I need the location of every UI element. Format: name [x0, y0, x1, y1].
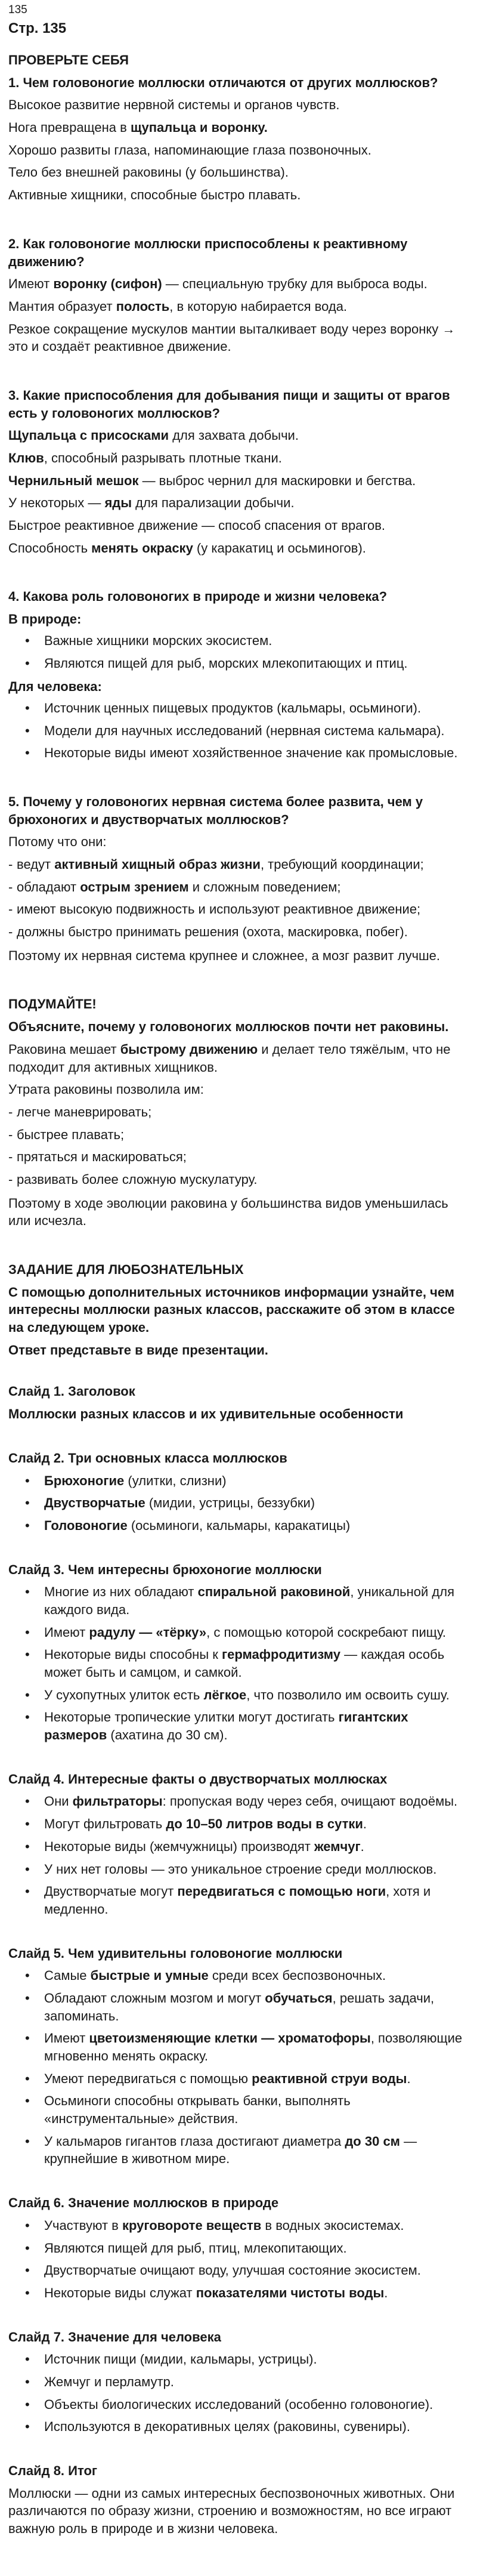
- question-5: [8, 793, 469, 965]
- bold-text: реактивной струи воды: [252, 2071, 407, 2086]
- answer-conclusion: Поэтому их нервная система крупнее и сложнее, а мозг развит лучше.: [8, 948, 441, 963]
- text: Жемчуг и перламутр.: [44, 2374, 174, 2389]
- slide-list: [8, 1472, 469, 1535]
- list-item: [8, 2217, 469, 2235]
- list-item: • Некоторые виды имеют хозяйственное значение как промысловые.: [8, 744, 469, 762]
- list-item: [8, 1815, 469, 1833]
- text: : пропуская воду через себя, очищают водоёмы.: [162, 1794, 458, 1809]
- list-item: [8, 1838, 469, 1856]
- list-item: [8, 1624, 469, 1642]
- text: (осьминоги, кальмары, каракатицы): [127, 1517, 351, 1533]
- page-number: 135: [8, 4, 27, 16]
- text: Умеют передвигаться с помощью: [44, 2071, 252, 2086]
- answer-line: [8, 517, 469, 535]
- slide-5: [8, 1945, 469, 2168]
- list-item: [8, 1967, 469, 1985]
- text: в водных экосистемах.: [261, 2217, 404, 2233]
- text: Могут фильтровать: [44, 1816, 166, 1832]
- text: Способность: [8, 540, 92, 556]
- list-item: [8, 1494, 469, 1512]
- list-item: [8, 1708, 469, 1744]
- text: (ахатина до 30 см).: [107, 1727, 228, 1743]
- text: , позволяющие мгновенно менять окраску.: [44, 2031, 463, 2064]
- text: Имеют: [44, 1624, 89, 1640]
- bold-text: Клюв: [8, 451, 44, 466]
- list-item: [8, 923, 469, 941]
- list-item: [8, 1517, 469, 1535]
- question-text: 4. Какова роль головоногих в природе и жизни человека?: [8, 589, 388, 604]
- text: Раковина мешает: [8, 1041, 120, 1057]
- reasons-list: [8, 856, 469, 941]
- slide-title: Слайд 1. Заголовок: [8, 1384, 135, 1399]
- bold-text: быстрые и умные: [90, 1968, 209, 1983]
- bold-text: Головоногие: [44, 1517, 128, 1533]
- text: У кальмаров гигантов глаза достигают диаметра: [44, 2133, 345, 2149]
- question-3: [8, 387, 469, 557]
- text: имеют высокую подвижность и используют реактивное движение;: [17, 902, 421, 917]
- bold-text: воронку (сифон): [53, 276, 162, 292]
- list-item: • Модели для научных исследований (нервная система кальмара).: [8, 722, 469, 740]
- text: Тело без внешней раковины (у большинства).: [8, 165, 289, 180]
- slide-list: [8, 1793, 469, 1918]
- text: Имеют: [8, 276, 54, 292]
- human-label: Для человека:: [8, 679, 102, 695]
- text: Двустворчатые могут: [44, 1884, 178, 1899]
- list-item: [8, 2284, 469, 2302]
- bold-text: острым зрением: [80, 879, 189, 894]
- list-item: [8, 1861, 469, 1878]
- answer-line: [8, 141, 469, 159]
- text: Двустворчатые очищают воду, улучшая состояние экосистем.: [44, 2263, 421, 2278]
- bold-text: спиральной раковиной: [197, 1584, 351, 1600]
- text: Хорошо развиты глаза, напоминающие глаза позвоночных.: [8, 142, 371, 158]
- text: Высокое развитие нервной системы и органов чувств.: [8, 97, 340, 113]
- list-item: [8, 1793, 469, 1810]
- task-section: [8, 1261, 469, 1359]
- text: обладают: [17, 879, 80, 894]
- think-list: [8, 1103, 469, 1189]
- list-item: [8, 2350, 469, 2368]
- text: для парализации добычи.: [132, 495, 295, 511]
- text: Многие из них обладают: [44, 1584, 198, 1600]
- think-question: Объясните, почему у головоногих моллюсков почти нет раковины.: [8, 1019, 449, 1035]
- bold-text: жемчуг: [314, 1838, 361, 1854]
- text: (у каракатиц и осьминогов).: [193, 540, 366, 556]
- list-item: [8, 1989, 469, 2025]
- text: Самые: [44, 1968, 91, 1983]
- slide-title: Слайд 8. Итог: [8, 2463, 98, 2479]
- think-title: ПОДУМАЙТЕ!: [8, 997, 97, 1012]
- answer-line: [8, 163, 469, 181]
- task-text: С помощью дополнительных источников информации узнайте, чем интересны моллюски разных классов, расскажите об этом в классе на следующем уроке.: [8, 1284, 455, 1335]
- answer-intro: Потому что они:: [8, 834, 107, 850]
- bold-text: быстрому движению: [120, 1041, 258, 1057]
- question-text: 3. Какие приспособления для добывания пищи и защиты от врагов есть у головоногих моллюсков?: [8, 387, 450, 421]
- think-section: [8, 995, 469, 1230]
- answer-line: [8, 275, 469, 293]
- text: Некоторые виды способны к: [44, 1647, 222, 1662]
- list-item: [8, 2396, 469, 2414]
- slide-text: Моллюски разных классов и их удивительные особенности: [8, 1406, 404, 1422]
- list-item: [8, 2239, 469, 2257]
- bold-text: гермафродитизму: [222, 1647, 340, 1662]
- text: Участвуют в: [44, 2217, 122, 2233]
- bold-text: Брюхоногие: [44, 1473, 125, 1488]
- answer-line: [8, 96, 469, 114]
- slides-list: [8, 1383, 469, 2537]
- text: Осьминоги способны открывать банки, выполнять «инструментальные» действия.: [44, 2093, 351, 2127]
- bold-text: активный хищный образ жизни: [54, 857, 261, 872]
- slide-8: [8, 2462, 469, 2538]
- text: среди всех беспозвоночных.: [208, 1968, 386, 1983]
- bold-text: фильтраторы: [72, 1794, 163, 1809]
- slide-1: [8, 1383, 469, 1423]
- list-item: [8, 2418, 469, 2436]
- text: Обладают сложным мозгом и могут: [44, 1990, 265, 2006]
- text: Резкое сокращение мускулов мантии выталкивает воду через воронку → это и создаёт реактивное движение.: [8, 321, 456, 354]
- list-item: - прятаться и маскироваться;: [8, 1148, 469, 1166]
- text: — специальную трубку для выброса воды.: [162, 276, 428, 292]
- list-item: • Важные хищники морских экосистем.: [8, 632, 469, 650]
- text: (улитки, слизни): [124, 1473, 227, 1488]
- bold-text: Двустворчатые: [44, 1495, 145, 1511]
- nature-list: [8, 632, 469, 672]
- bold-text: яды: [104, 495, 132, 511]
- text: должны быстро принимать решения (охота, маскировка, побег).: [17, 924, 408, 940]
- text: , в которую набирается вода.: [169, 298, 348, 314]
- list-item: - быстрее плавать;: [8, 1126, 469, 1144]
- answer-line: [8, 449, 469, 467]
- list-item: • Являются пищей для рыб, морских млекопитающих и птиц.: [8, 655, 469, 672]
- list-item: [8, 2373, 469, 2391]
- text: У некоторых —: [8, 495, 105, 511]
- text: для захвата добычи.: [169, 428, 299, 443]
- questions-list: [8, 74, 469, 557]
- human-list: [8, 699, 469, 762]
- question-4: [8, 588, 469, 762]
- bold-text: лёгкое: [203, 1687, 247, 1702]
- slide-list: [8, 1967, 469, 2168]
- think-conclusion: Поэтому в ходе эволюции раковина у большинства видов уменьшилась или исчезла.: [8, 1195, 448, 1229]
- bold-text: до 10–50 литров воды в сутки: [166, 1816, 363, 1832]
- slide-list: [8, 2217, 469, 2302]
- list-item: [8, 1583, 469, 1618]
- text: Нога превращена в: [8, 120, 131, 135]
- text: и сложным поведением;: [188, 879, 341, 894]
- bold-text: обучаться: [265, 1990, 333, 2006]
- text: Объекты биологических исследований (особенно головоногие).: [44, 2396, 433, 2412]
- text: Являются пищей для рыб, птиц, млекопитающих.: [44, 2240, 347, 2256]
- list-item: - развивать более сложную мускулатуру.: [8, 1171, 469, 1189]
- think-intro: Утрата раковины позволила им:: [8, 1082, 204, 1097]
- text: Имеют: [44, 2031, 89, 2046]
- list-item: - легче маневрировать;: [8, 1103, 469, 1121]
- text: У сухопутных улиток есть: [44, 1687, 204, 1702]
- answer-line: [8, 539, 469, 557]
- answer-line: [8, 427, 469, 445]
- list-item: [8, 1686, 469, 1704]
- answer-line: [8, 320, 469, 356]
- slide-6: [8, 2194, 469, 2302]
- list-item: [8, 1472, 469, 1490]
- text: и делает тело тяжёлым, что не подходит для активных хищников.: [8, 1041, 451, 1075]
- slide-4: [8, 1770, 469, 1918]
- slide-title: Слайд 6. Значение моллюсков в природе: [8, 2195, 279, 2211]
- answer-line: [8, 119, 469, 137]
- nature-label: В природе:: [8, 612, 82, 627]
- text: .: [384, 2285, 388, 2300]
- text: , что позволило им освоить сушу.: [246, 1687, 450, 1702]
- text: Некоторые тропические улитки могут достигать: [44, 1710, 339, 1725]
- slide-title: Слайд 4. Интересные факты о двустворчатых моллюсках: [8, 1771, 388, 1787]
- list-item: • Источник ценных пищевых продуктов (кальмары, осьминоги).: [8, 699, 469, 717]
- answer-line: [8, 494, 469, 512]
- text: , требующий координации;: [260, 857, 424, 872]
- bold-text: менять окраску: [91, 540, 193, 556]
- text: Активные хищники, способные быстро плавать.: [8, 187, 301, 203]
- text: Некоторые виды служат: [44, 2285, 196, 2300]
- text: Мантия образует: [8, 298, 116, 314]
- question-text: 5. Почему у головоногих нервная система более развита, чем у брюхоногих и двустворчатых моллюсков?: [8, 794, 423, 827]
- bold-text: передвигаться с помощью ноги: [177, 1884, 386, 1899]
- slide-7: [8, 2328, 469, 2436]
- check-title: ПРОВЕРЬТЕ СЕБЯ: [8, 53, 129, 68]
- bold-text: радулу — «тёрку»: [89, 1624, 207, 1640]
- question-text: 2. Как головоногие моллюски приспособлены к реактивному движению?: [8, 236, 408, 269]
- list-item: [8, 856, 469, 874]
- bold-text: круговороте веществ: [122, 2217, 262, 2233]
- task-answer-form: Ответ представьте в виде презентации.: [8, 1342, 268, 1358]
- page-header: Стр. 135: [8, 20, 67, 36]
- list-item: [8, 1646, 469, 1681]
- bold-text: полость: [116, 298, 170, 314]
- bold-text: гигантских размеров: [44, 1710, 408, 1743]
- text: У них нет головы — это уникальное строение среди моллюсков.: [44, 1861, 437, 1877]
- text: — каждая особь может быть и самцом, и самкой.: [44, 1647, 445, 1680]
- text: ведут: [17, 857, 55, 872]
- answer-line: [8, 472, 469, 490]
- bold-text: показателями чистоты воды: [196, 2285, 385, 2300]
- task-title: ЗАДАНИЕ ДЛЯ ЛЮБОЗНАТЕЛЬНЫХ: [8, 1262, 244, 1278]
- question-text: 1. Чем головоногие моллюски отличаются от других моллюсков?: [8, 75, 438, 90]
- slide-title: Слайд 5. Чем удивительны головоногие моллюски: [8, 1945, 343, 1961]
- text: Некоторые виды (жемчужницы) производят: [44, 1838, 314, 1854]
- list-item: [8, 2092, 469, 2127]
- text: .: [407, 2071, 411, 2086]
- text: Они: [44, 1794, 73, 1809]
- bold-text: Щупальца с присосками: [8, 428, 169, 443]
- answer-line: [8, 298, 469, 316]
- list-item: [8, 2133, 469, 2168]
- list-item: [8, 878, 469, 896]
- think-answer: [8, 1041, 469, 1076]
- bold-text: до 30 см: [345, 2133, 400, 2149]
- text: , с помощью которой соскребают пищу.: [206, 1624, 447, 1640]
- answer-line: [8, 186, 469, 204]
- text: (мидии, устрицы, беззубки): [145, 1495, 315, 1511]
- slide-3: [8, 1561, 469, 1744]
- text: Быстрое реактивное движение — способ спасения от врагов.: [8, 518, 386, 533]
- text: , способный разрывать плотные ткани.: [44, 451, 282, 466]
- question-2: [8, 235, 469, 356]
- text: .: [360, 1838, 364, 1854]
- list-item: [8, 900, 469, 918]
- list-item: [8, 2070, 469, 2088]
- text: , уникальной для каждого вида.: [44, 1584, 455, 1617]
- text: Используются в декоративных целях (раковины, сувениры).: [44, 2419, 410, 2435]
- text: — крупнейшие в животном мире.: [44, 2133, 417, 2167]
- question-1: [8, 74, 469, 204]
- list-item: [8, 2029, 469, 2065]
- bold-text: щупальца и воронку.: [130, 120, 268, 135]
- slide-title: Слайд 3. Чем интересны брюхоногие моллюски: [8, 1562, 322, 1577]
- slide-title: Слайд 7. Значение для человека: [8, 2329, 221, 2344]
- slide-list: [8, 2350, 469, 2436]
- text: Источник пищи (мидии, кальмары, устрицы).: [44, 2352, 317, 2367]
- slide-text: Моллюски — одни из самых интересных беспозвоночных животных. Они различаются по образу жизни, строению и возможностям, но все играют важную роль в природе и в жизни человека.: [8, 2485, 455, 2537]
- bold-text: цветоизменяющие клетки — хроматофоры: [89, 2031, 371, 2046]
- text: — выброс чернил для маскировки и бегства.: [138, 473, 416, 488]
- slide-title: Слайд 2. Три основных класса моллюсков: [8, 1450, 287, 1466]
- slide-list: [8, 1583, 469, 1744]
- bold-text: Чернильный мешок: [8, 473, 139, 488]
- slide-2: [8, 1449, 469, 1535]
- text: .: [363, 1816, 367, 1832]
- list-item: [8, 1883, 469, 1918]
- text: , хотя и медленно.: [44, 1884, 431, 1917]
- text: , решать задачи, запоминать.: [44, 1990, 435, 2023]
- list-item: [8, 2262, 469, 2279]
